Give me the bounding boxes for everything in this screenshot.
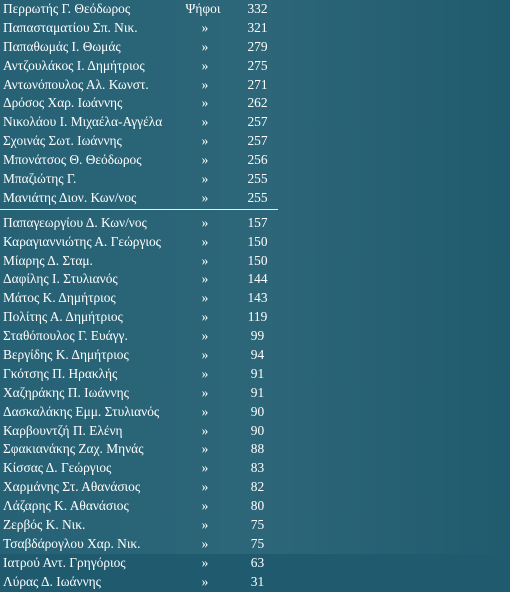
candidate-name: Αντζουλάκος Ι. Δημήτριος <box>3 57 145 73</box>
ditto-mark: » <box>201 365 209 381</box>
vote-count: 91 <box>250 365 265 381</box>
candidate-name: Σχοινάς Σωτ. Ιωάννης <box>3 133 122 149</box>
candidate-name: Λύρας Δ. Ιωάννης <box>3 573 101 589</box>
vote-count: 143 <box>247 290 268 306</box>
ditto-mark: » <box>201 38 209 54</box>
vote-count: 88 <box>250 441 265 457</box>
table-row <box>0 554 300 573</box>
candidate-name: Ιατρού Αντ. Γρηγόριος <box>3 554 126 570</box>
vote-count: 150 <box>247 252 268 268</box>
candidate-name: Δασκαλάκης Εμμ. Στυλιανός <box>3 403 160 419</box>
ditto-mark: » <box>201 347 209 363</box>
ditto-mark: » <box>201 573 209 589</box>
table-row <box>0 535 300 554</box>
table-row <box>0 440 300 459</box>
ditto-mark: » <box>201 57 209 73</box>
table-row <box>0 384 300 403</box>
vote-count: 94 <box>250 347 265 363</box>
other-candidates-list <box>0 214 300 592</box>
table-row <box>0 151 300 170</box>
ditto-mark: » <box>201 214 209 230</box>
ditto-mark: » <box>201 233 209 249</box>
candidate-name: Βεργίδης Κ. Δημήτριος <box>3 347 129 363</box>
table-row <box>0 516 300 535</box>
candidate-name: Τσαβδάρογλου Χαρ. Νικ. <box>3 535 141 551</box>
table-row <box>0 403 300 422</box>
vote-count: 257 <box>247 133 268 149</box>
candidate-name: Παπασταματίου Σπ. Νικ. <box>3 19 138 35</box>
candidate-name: Ζερβός Κ. Νικ. <box>3 517 86 533</box>
vote-count: 80 <box>250 498 265 514</box>
table-row <box>0 170 300 189</box>
candidate-name: Χαρμάνης Στ. Αθανάσιος <box>3 479 141 495</box>
vote-count: 255 <box>247 189 268 205</box>
candidate-name: Δρόσος Χαρ. Ιωάννης <box>3 95 123 111</box>
candidate-name: Μάτος Κ. Δημήτριος <box>3 290 116 306</box>
ditto-mark: » <box>201 479 209 495</box>
vote-count: 75 <box>250 535 265 551</box>
ditto-mark: » <box>201 271 209 287</box>
candidate-name: Σφακιανάκης Ζαχ. Μηνάς <box>3 441 144 457</box>
section-divider <box>0 209 278 210</box>
ditto-mark: » <box>201 403 209 419</box>
ditto-mark: » <box>201 328 209 344</box>
candidate-name: Αντωνόπουλος Αλ. Κωνστ. <box>3 76 149 92</box>
table-row <box>0 38 300 57</box>
candidate-name: Καρβουντζή Π. Ελένη <box>3 422 123 438</box>
ditto-mark: » <box>201 309 209 325</box>
ditto-mark: » <box>201 114 209 130</box>
vote-count: 256 <box>247 152 268 168</box>
candidate-name: Περρωτής Γ. Θεόδωρος <box>3 1 131 16</box>
table-row <box>0 132 300 151</box>
table-row <box>0 252 300 271</box>
elected-candidates-list <box>0 19 300 208</box>
vote-count: 275 <box>247 57 268 73</box>
ditto-mark: » <box>201 422 209 438</box>
table-row <box>0 308 300 327</box>
candidate-name: Μπαζιώτης Γ. <box>3 171 77 187</box>
ditto-mark: » <box>201 517 209 533</box>
ditto-mark: » <box>201 460 209 476</box>
ditto-mark: » <box>201 189 209 205</box>
candidate-name: Κίσσας Δ. Γεώργιος <box>3 460 112 476</box>
ditto-mark: » <box>201 535 209 551</box>
ditto-mark: » <box>201 384 209 400</box>
table-row <box>0 19 300 38</box>
table-row <box>0 76 300 95</box>
ditto-mark: » <box>201 152 209 168</box>
vote-count: 75 <box>250 517 265 533</box>
vote-count: 150 <box>247 233 268 249</box>
table-row <box>0 573 300 592</box>
vote-count: 119 <box>247 309 268 325</box>
candidate-name: Πολίτης Α. Δημήτριος <box>3 309 123 325</box>
ditto-mark: » <box>201 290 209 306</box>
table-header-row <box>0 0 300 19</box>
ditto-mark: » <box>201 441 209 457</box>
candidate-name: Γκότσης Π. Ηρακλής <box>3 365 118 381</box>
vote-count: 91 <box>250 384 265 400</box>
table-row <box>0 113 300 132</box>
candidate-name: Μίαρης Δ. Σταμ. <box>3 252 93 268</box>
table-row <box>0 233 300 252</box>
vote-count: 90 <box>250 422 265 438</box>
table-row <box>0 289 300 308</box>
vote-count: 262 <box>247 95 268 111</box>
vote-count: 31 <box>250 573 265 589</box>
candidate-name: Παπαθωμάς Ι. Θωμάς <box>3 38 121 54</box>
ditto-mark: » <box>201 554 209 570</box>
table-row <box>0 459 300 478</box>
ditto-mark: » <box>201 498 209 514</box>
vote-count: 279 <box>247 38 268 54</box>
candidate-name: Νικολάου Ι. Μιχαέλα-Αγγέλα <box>3 114 163 130</box>
vote-count: 90 <box>250 403 265 419</box>
vote-count: 332 <box>247 1 268 16</box>
table-row <box>0 270 300 289</box>
table-row <box>0 57 300 76</box>
ditto-mark: » <box>201 19 209 35</box>
ditto-mark: » <box>201 171 209 187</box>
votes-column-label: Ψήφοι <box>185 1 221 16</box>
candidate-name: Μπονάτσος Θ. Θεόδωρος <box>3 152 142 168</box>
table-row <box>0 214 300 233</box>
ditto-mark: » <box>201 95 209 111</box>
table-row <box>0 327 300 346</box>
table-row <box>0 497 300 516</box>
vote-count: 257 <box>247 114 268 130</box>
vote-count: 157 <box>247 214 268 230</box>
candidate-name: Δαφίλης Ι. Στυλιανός <box>3 271 118 287</box>
table-row <box>0 365 300 384</box>
candidate-name: Λάζαρης Κ. Αθανάσιος <box>3 498 129 514</box>
vote-count: 83 <box>250 460 265 476</box>
ditto-mark: » <box>201 252 209 268</box>
vote-count: 271 <box>247 76 268 92</box>
vote-count: 99 <box>250 328 265 344</box>
ditto-mark: » <box>201 133 209 149</box>
candidate-name: Χαζηράκης Π. Ιωάννης <box>3 384 129 400</box>
table-row <box>0 422 300 441</box>
vote-count: 255 <box>247 171 268 187</box>
vote-count: 63 <box>250 554 265 570</box>
vote-count: 144 <box>247 271 268 287</box>
ditto-mark: » <box>201 76 209 92</box>
table-row <box>0 94 300 113</box>
table-row <box>0 189 300 208</box>
candidate-name: Καραγιαννιώτης Α. Γεώργιος <box>3 233 161 249</box>
candidate-name: Παπαγεωργίου Δ. Κων/νος <box>3 214 147 230</box>
vote-count: 321 <box>247 19 268 35</box>
table-row <box>0 346 300 365</box>
candidate-name: Σταθόπουλος Γ. Ευάγγ. <box>3 328 128 344</box>
table-row <box>0 478 300 497</box>
candidate-name: Μανιάτης Διον. Κων/νος <box>3 189 137 205</box>
vote-count: 82 <box>250 479 265 495</box>
